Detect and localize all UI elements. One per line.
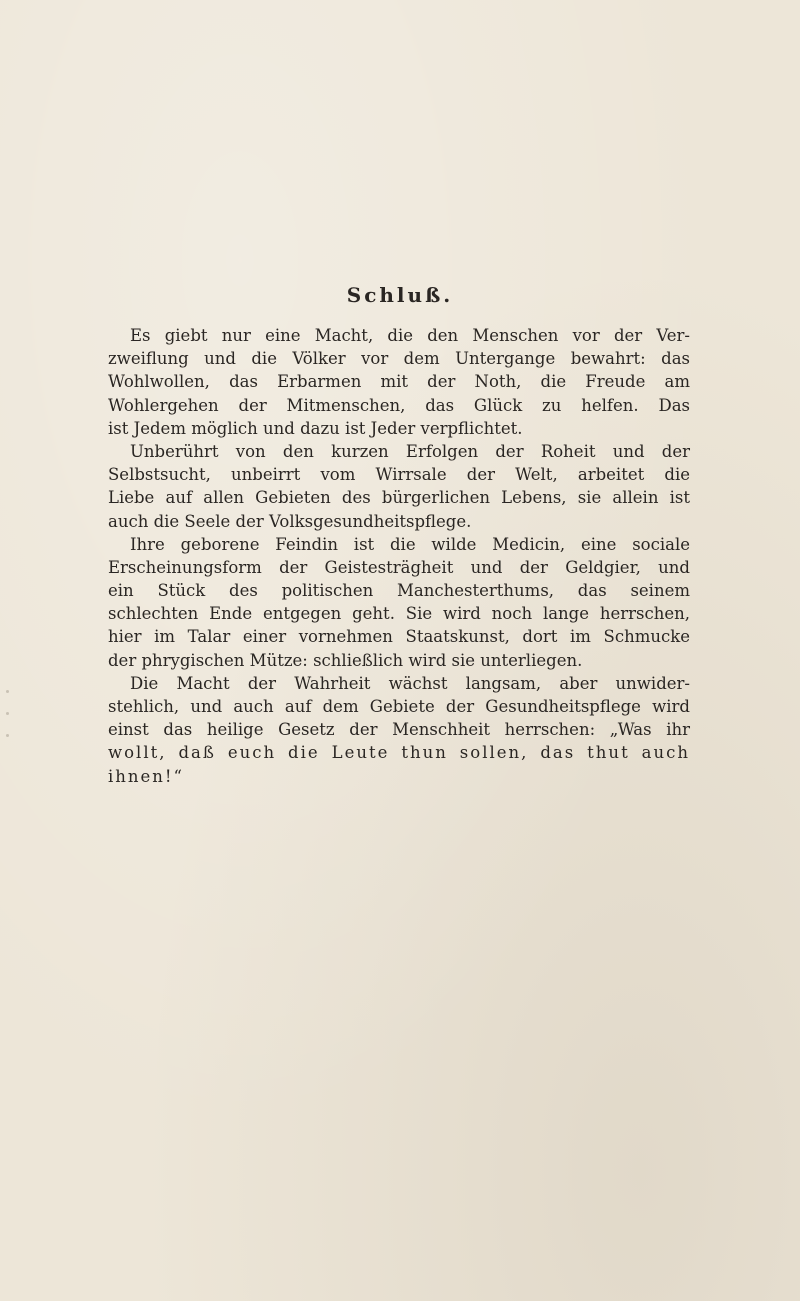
text-line: zweiflung und die Völker vor dem Untergange bewahrt: das	[108, 349, 690, 369]
text-line: Es giebt nur eine Macht, die den Menschen vor der Ver-	[130, 326, 690, 345]
text-line: hier im Talar einer vornehmen Staatskunst, dort im Schmucke	[108, 627, 690, 647]
text-line: ein Stück des politischen Manchesterthums, das seinem	[108, 581, 690, 601]
text-line: Erscheinungsform der Geistesträgheit und der Geldgier, und	[108, 557, 690, 577]
paper-speck	[6, 734, 9, 737]
text-line: Ihre geborene Feindin ist die wilde Medicin, eine sociale	[130, 534, 690, 554]
closing-quote-end: ihnen!“	[108, 766, 184, 786]
paper-speck	[6, 690, 9, 693]
text-line: Selbstsucht, unbeirrt vom Wirrsale der Welt, arbeitet die	[108, 465, 690, 485]
text-line: Die Macht der Wahrheit wächst langsam, aber unwider-	[130, 673, 690, 693]
body-text	[108, 324, 690, 788]
text-line: Wohlwollen, das Erbarmen mit der Noth, die Freude am	[108, 372, 690, 392]
text-line: der phrygischen Mütze: schließlich wird sie unterliegen.	[108, 650, 583, 670]
text-line: auch die Seele der Volksgesundheitspflege.	[108, 511, 472, 531]
closing-quote-line: wollt, daß euch die Leute thun sollen, das thut auch	[108, 743, 690, 763]
text-line: einst das heilige Gesetz der Menschheit herrschen: „Was ihr	[108, 720, 690, 740]
text-line: ist Jedem möglich und dazu ist Jeder verpflichtet.	[108, 418, 523, 438]
chapter-title: Schluß.	[346, 283, 454, 307]
text-line: Wohlergehen der Mitmenschen, das Glück zu helfen. Das	[108, 395, 690, 415]
text-line: stehlich, und auch auf dem Gebiete der Gesundheitspflege wird	[108, 697, 690, 716]
text-line: Unberührt von den kurzen Erfolgen der Roheit und der	[130, 441, 690, 461]
paper-speck	[6, 712, 9, 715]
text-line: Liebe auf allen Gebieten des bürgerlichen Lebens, sie allein ist	[108, 488, 690, 508]
text-line: schlechten Ende entgegen geht. Sie wird noch lange herrschen,	[108, 604, 690, 624]
